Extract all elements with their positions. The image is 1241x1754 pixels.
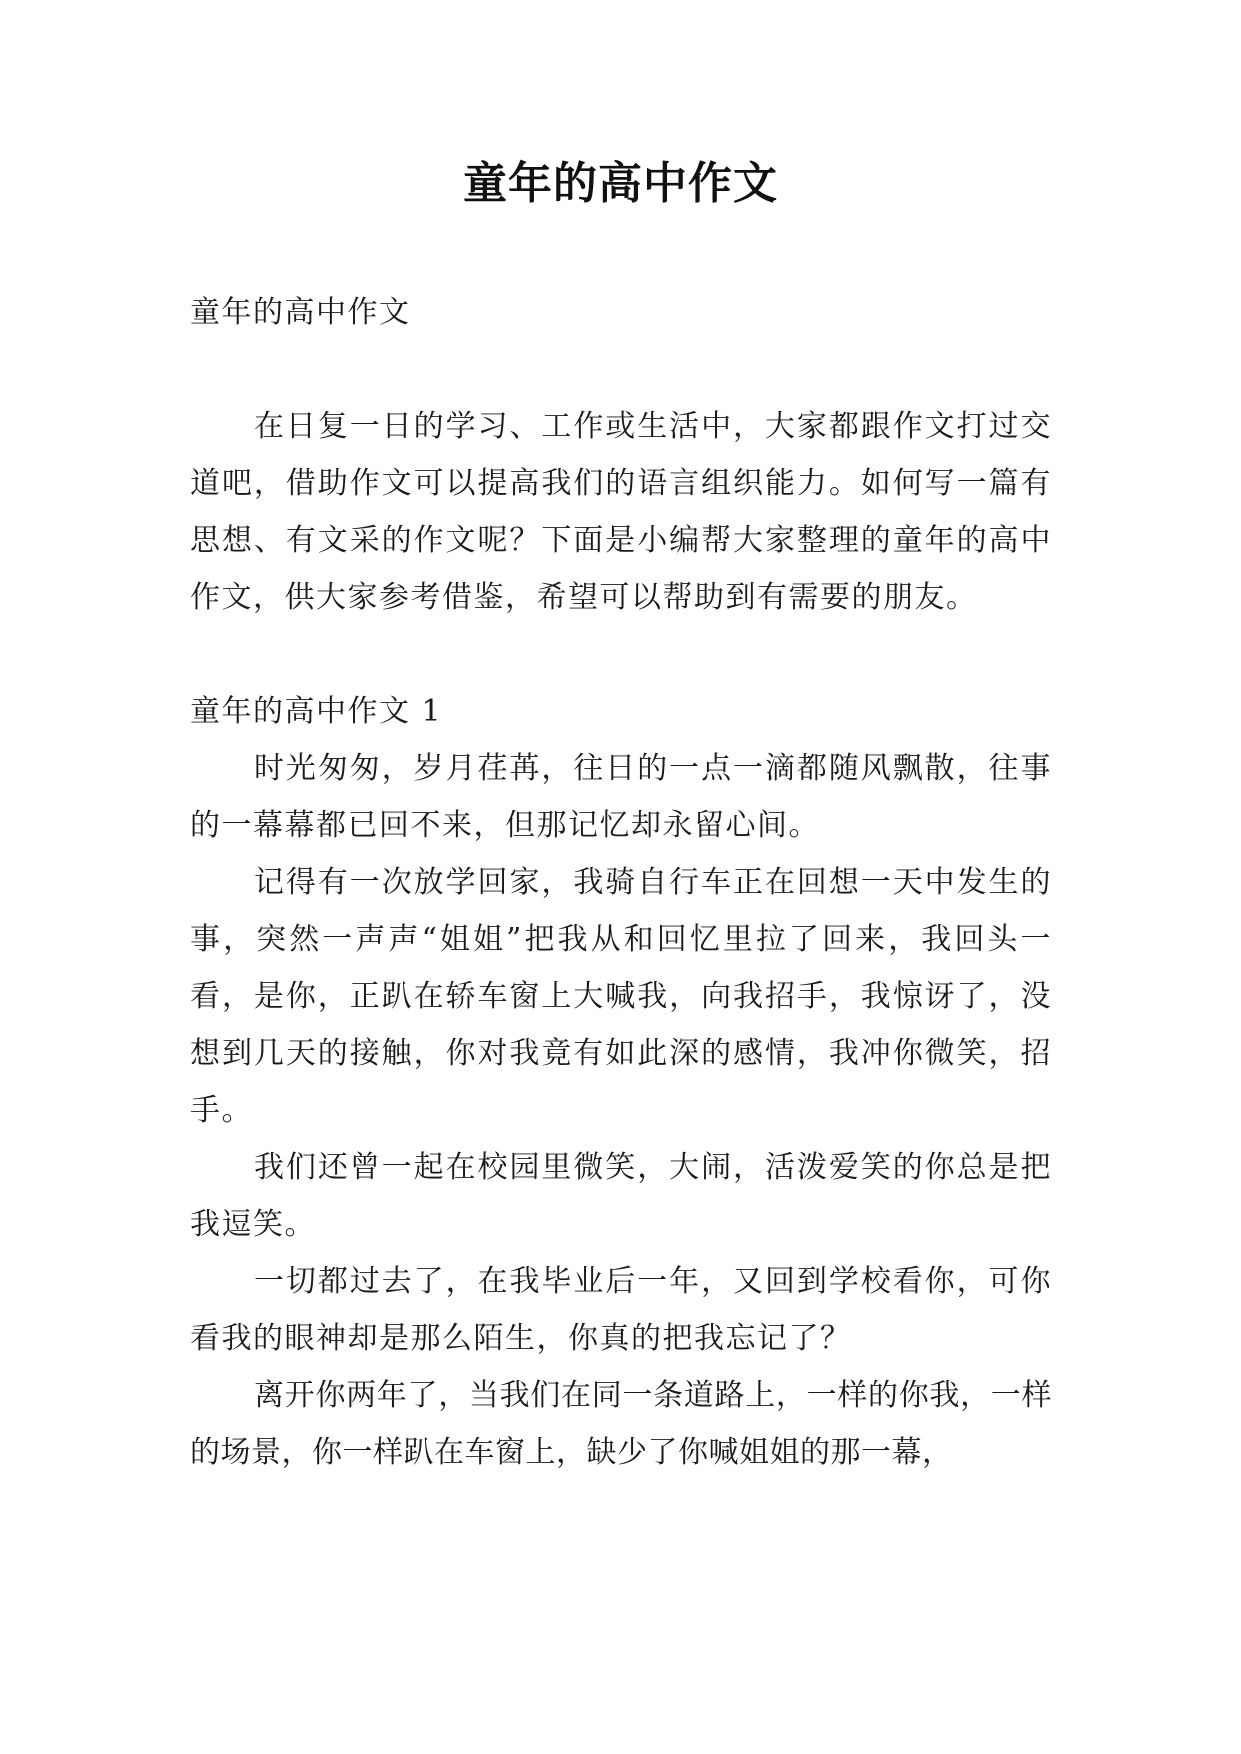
body-paragraph: 我们还曾一起在校园里微笑，大闹，活泼爱笑的你总是把我逗笑。 (190, 1150, 1052, 1242)
body-paragraph: 记得有一次放学回家，我骑自行车正在回想一天中发生的事，突然一声声“姐姐”把我从和回忆里拉了回来，我回头一看，是你，正趴在轿车窗上大喊我，向我招手，我惊讶了，没想到几天的接触，你对我竟有如此深的感情，我冲你微笑，招手。 (190, 865, 1052, 1128)
body-paragraph: 一切都过去了，在我毕业后一年，又回到学校看你，可你看我的眼神却是那么陌生，你真的把我忘记了？ (190, 1264, 1052, 1356)
body-paragraph: 离开你两年了，当我们在同一条道路上，一样的你我，一样的场景，你一样趴在车窗上，缺少了你喊姐姐的那一幕， (190, 1378, 1052, 1470)
document-subtitle: 童年的高中作文 (190, 295, 411, 330)
section-heading: 童年的高中作文 1 (190, 694, 443, 729)
intro-paragraph: 在日复一日的学习、工作或生活中，大家都跟作文打过交道吧，借助作文可以提高我们的语言组织能力。如何写一篇有思想、有文采的作文呢？下面是小编帮大家整理的童年的高中作文，供大家参考借鉴，希望可以帮助到有需要的朋友。 (190, 409, 1052, 615)
spacer (190, 626, 1052, 683)
document-body (190, 284, 1052, 1481)
document-title: 童年的高中作文 (463, 158, 778, 209)
spacer (190, 341, 1052, 398)
body-paragraph: 时光匆匆，岁月荏苒，往日的一点一滴都随风飘散，往事的一幕幕都已回不来，但那记忆却永留心间。 (190, 751, 1052, 843)
